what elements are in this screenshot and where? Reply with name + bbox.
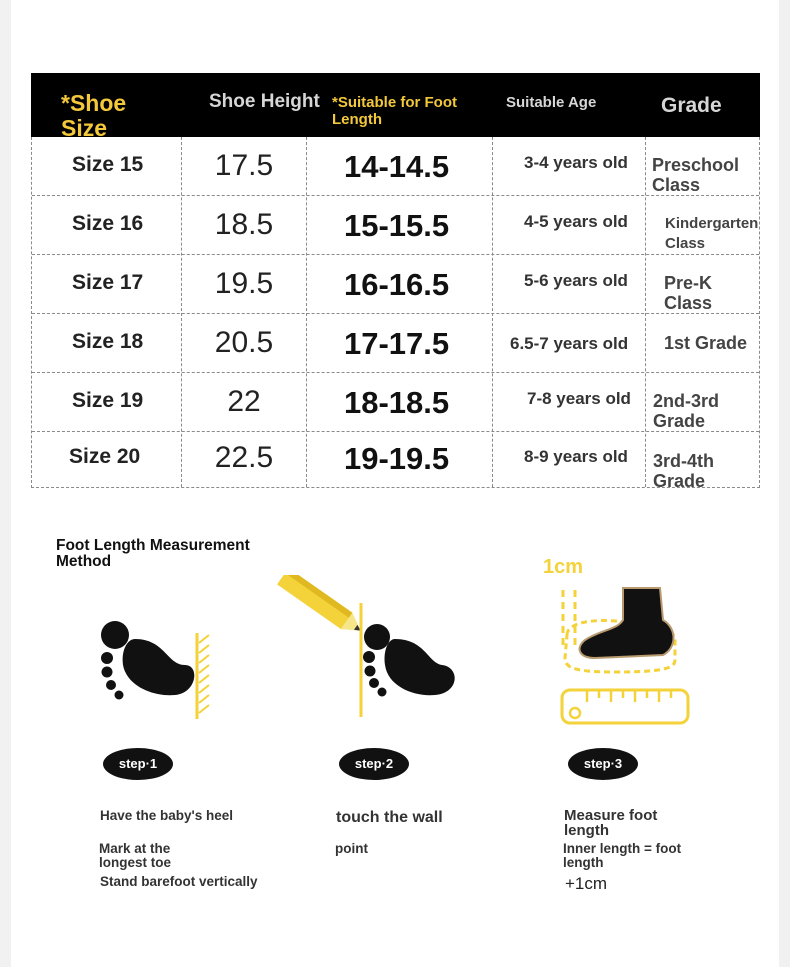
cell-age: 3-4 years old	[524, 153, 628, 172]
table-header	[31, 73, 760, 141]
cell-foot-length: 17-17.5	[344, 326, 450, 361]
cell-grade: Pre-K Class	[664, 273, 713, 313]
one-cm-marker: 1cm	[543, 556, 584, 578]
step3-text-plus-1cm: +1cm	[565, 874, 608, 893]
table-row	[32, 314, 759, 373]
cell-height: 19.5	[214, 267, 274, 300]
cell-grade: Preschool Class	[652, 155, 740, 195]
cell-foot-length: 16-16.5	[344, 267, 450, 302]
cell-size: Size 15	[72, 153, 144, 176]
step3-text-inner-length: Inner length = foot length	[563, 841, 682, 870]
cell-height: 22.5	[214, 441, 274, 474]
table-row	[32, 196, 759, 255]
cell-foot-length: 15-15.5	[344, 208, 450, 243]
cell-grade: 3rd-4th Grade	[653, 451, 715, 491]
cell-height: 20.5	[214, 326, 274, 359]
cell-foot-length: 19-19.5	[344, 441, 450, 476]
table-body	[31, 137, 760, 491]
cell-age: 4-5 years old	[524, 212, 628, 231]
step1-text-mark: Mark at the longest toe	[99, 841, 172, 870]
footprint-wall-icon	[95, 615, 220, 725]
shoe-ruler-icon	[555, 580, 695, 730]
cell-age: 7-8 years old	[527, 389, 631, 408]
step-3-badge: step·3	[568, 748, 638, 780]
step2-text-point: point	[335, 841, 368, 856]
cell-height: 22	[227, 385, 261, 418]
step1-text-barefoot: Stand barefoot vertically	[100, 874, 258, 889]
cell-size: Size 17	[72, 271, 144, 294]
header-shoe-height: Shoe Height	[209, 91, 320, 112]
cell-age: 6.5-7 years old	[510, 334, 629, 353]
step2-text-wall: touch the wall	[336, 809, 443, 826]
step3-text-measure: Measure foot length	[564, 807, 658, 839]
pencil-mark-footprint-icon	[270, 575, 465, 725]
step-2-badge: step·2	[339, 748, 409, 780]
method-title: Foot Length Measurement Method	[56, 537, 250, 570]
cell-grade: Kindergarten Class	[665, 215, 759, 252]
cell-foot-length: 18-18.5	[344, 385, 450, 420]
table-row	[32, 137, 759, 196]
size-chart-table	[31, 73, 760, 491]
cell-age: 8-9 years old	[524, 447, 628, 466]
cell-grade: 2nd-3rd Grade	[653, 391, 720, 431]
cell-height: 17.5	[214, 149, 274, 182]
header-suitable-age: Suitable Age	[506, 94, 597, 111]
cell-size: Size 18	[72, 330, 144, 353]
cell-foot-length: 14-14.5	[344, 149, 450, 184]
step-1-badge: step·1	[103, 748, 173, 780]
header-shoe-size: *Shoe Size	[61, 90, 127, 141]
header-grade: Grade	[661, 94, 722, 117]
cell-age: 5-6 years old	[524, 271, 628, 290]
cell-size: Size 19	[72, 389, 144, 412]
table-row	[32, 255, 759, 314]
header-foot-length: *Suitable for Foot Length	[332, 94, 457, 128]
table-row	[32, 373, 759, 432]
table-row	[32, 432, 759, 491]
cell-height: 18.5	[214, 208, 274, 241]
cell-size: Size 20	[69, 445, 141, 468]
cell-size: Size 16	[72, 212, 144, 235]
step1-text-heel: Have the baby's heel	[100, 808, 234, 823]
cell-grade: 1st Grade	[664, 333, 748, 353]
